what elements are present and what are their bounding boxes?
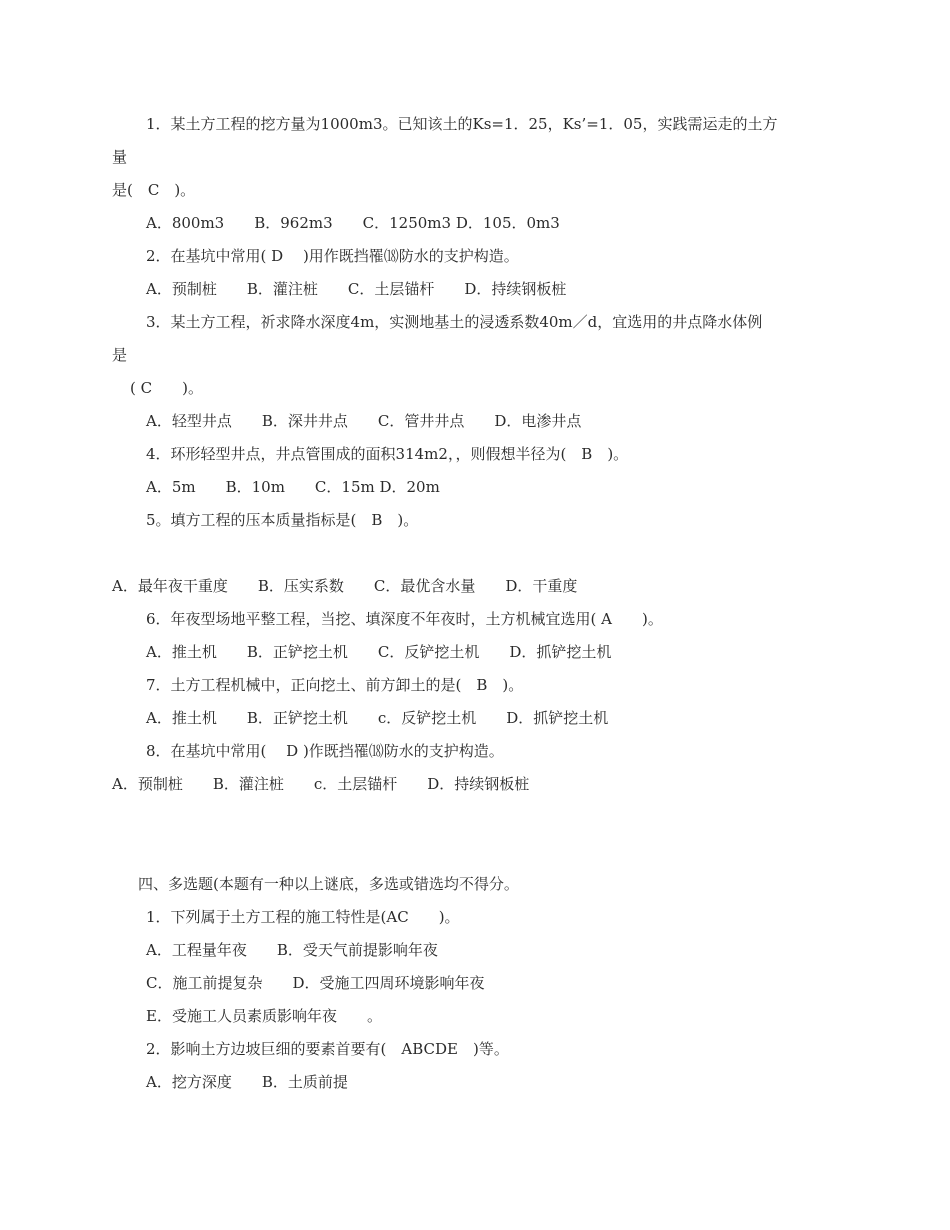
question-3-options: A．轻型井点 B．深井井点 C．管井井点 D．电渗井点	[146, 412, 582, 430]
question-2-stem: 2．在基坑中常用( D )用作既挡罹⒅防水的支护构造。	[146, 247, 519, 265]
section-heading: 四、多选题(本题有一种以上谜底，多选或错选均不得分。	[138, 875, 519, 893]
question-8-options: A．预制桩 B．灌注桩 c．土层锚杆 D．持续钢板桩	[112, 775, 530, 793]
question-7-options: A．推土机 B．正铲挖土机 c．反铲挖土机 D．抓铲挖土机	[146, 709, 609, 727]
question-6-options: A．推土机 B．正铲挖土机 C．反铲挖土机 D．抓铲挖土机	[146, 643, 612, 661]
question-4-options: A．5m B．10m C．15m D．20m	[146, 478, 440, 496]
question-1-options: A．800m3 B．962m3 C．1250m3 D．105．0m3	[146, 214, 560, 232]
question-6-stem: 6．年夜型场地平整工程，当挖、填深度不年夜时，土方机械宜选用( A )。	[146, 610, 663, 628]
multi-question-1-stem: 1．下列属于土方工程的施工特性是(AC )。	[146, 908, 460, 926]
question-5-options: A．最年夜干重度 B．压实系数 C．最优含水量 D．干重度	[112, 577, 578, 595]
question-5-stem: 5。填方工程的压本质量指标是( B )。	[146, 511, 419, 529]
multi-question-2-stem: 2．影响土方边坡巨细的要素首要有( ABCDE )等。	[146, 1040, 509, 1058]
multi-question-1-options-ab: A．工程量年夜 B．受天气前提影响年夜	[146, 941, 438, 959]
multi-question-1-option-e: E．受施工人员素质影响年夜 。	[146, 1007, 382, 1025]
multi-question-2-options: A．挖方深度 B．土质前提	[146, 1073, 348, 1091]
question-3-answer: ( C )。	[130, 379, 203, 397]
question-3-stem-wrap: 是	[112, 346, 128, 364]
question-1-answer: 是( C )。	[112, 181, 196, 199]
question-8-stem: 8．在基坑中常用( D )作既挡罹⒅防水的支护构造。	[146, 742, 504, 760]
question-7-stem: 7．土方工程机械中，正向挖土、前方卸土的是( B )。	[146, 676, 524, 694]
multi-question-1-options-cd: C．施工前提复杂 D．受施工四周环境影响年夜	[146, 974, 485, 992]
question-1-stem: 1．某土方工程的挖方量为1000m3。已知该土的Ks=1．25，Ks’=1．05，实践需运走的土方	[146, 115, 778, 133]
question-2-options: A．预制桩 B．灌注桩 C．土层锚杆 D．持续钢板桩	[146, 280, 567, 298]
question-1-stem-wrap: 量	[112, 148, 128, 166]
question-4-stem: 4．环形轻型井点，井点管围成的面积314m2，，则假想半径为( B )。	[146, 445, 629, 463]
question-3-stem: 3．某土方工程，祈求降水深度4m，实测地基土的浸透系数40m／d，宜选用的井点降水体例	[146, 313, 763, 331]
